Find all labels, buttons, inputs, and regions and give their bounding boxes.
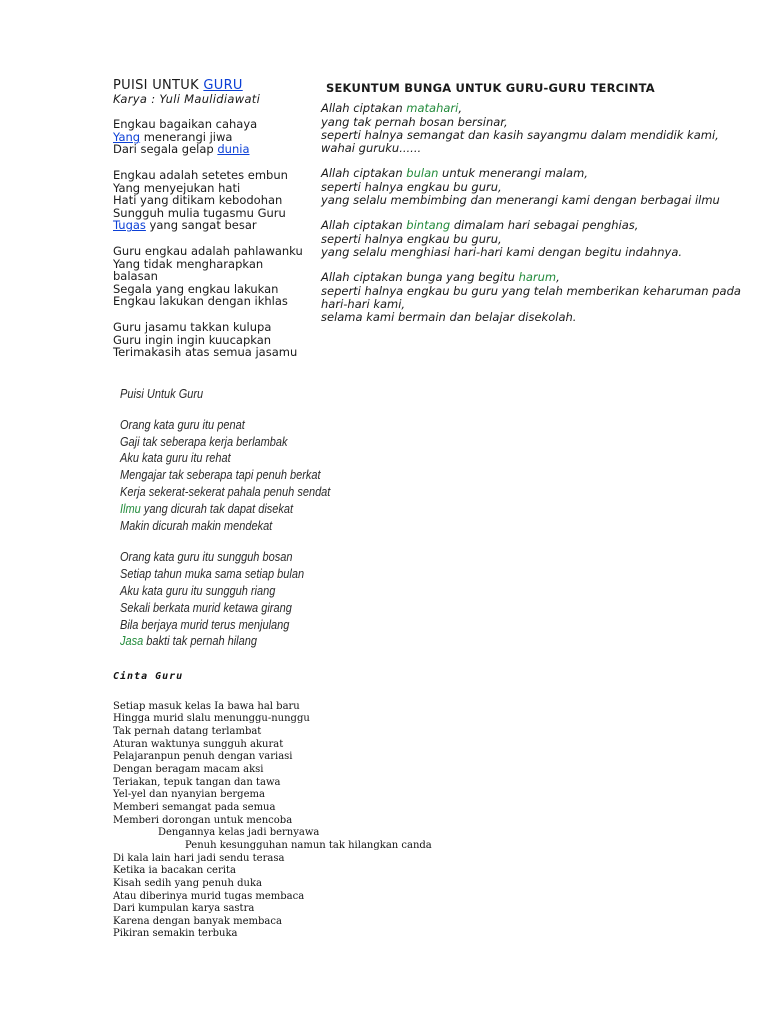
poem-line: Ilmu yang dicurah tak dapat disekat: [120, 501, 294, 516]
poem-line: Pikiran semakin terbuka: [113, 928, 238, 940]
highlight-word: Jasa: [120, 634, 144, 649]
poem-line: seperti halnya engkau bu guru,: [321, 231, 502, 246]
poem-line: Allah ciptakan bulan untuk menerangi malam,: [321, 166, 588, 181]
poem-line: Allah ciptakan bintang dimalam hari sebagai penghias,: [321, 218, 639, 233]
poem-line: Guru jasamu takkan kulupa: [113, 319, 272, 334]
poem-line: Teriakan, tepuk tangan dan tawa: [113, 776, 281, 788]
poem-line: Memberi dorongan untuk mencoba: [113, 814, 293, 826]
poem-line: Guru engkau adalah pahlawanku: [113, 243, 303, 258]
poem-line: Jasa bakti tak pernah hilang: [120, 634, 257, 649]
poem-line: Tak pernah datang terlambat: [113, 725, 262, 737]
poem-line: yang selalu menghiasi hari-hari kami dengan begitu indahnya.: [321, 244, 683, 259]
poem-line: Dengan beragam macam aksi: [113, 763, 264, 775]
poem-line: Aturan waktunya sungguh akurat: [113, 738, 284, 750]
poem-line: Sekali berkata murid ketawa girang: [120, 600, 292, 615]
highlight-word: harum: [518, 270, 557, 285]
poem-stanza: [120, 417, 359, 501]
dunia-link[interactable]: dunia: [217, 142, 250, 157]
poem-line: seperti halnya engkau bu guru yang telah memberikan keharuman pada: [321, 283, 741, 298]
poem-title: Puisi Untuk Guru: [120, 387, 204, 401]
poem-stanza: [321, 102, 741, 155]
poem-title: PUISI UNTUK GURU: [113, 78, 243, 93]
poem-line: Karena dengan banyak membaca: [113, 915, 282, 927]
highlight-word: bulan: [406, 166, 439, 181]
poem-line: Yang menyejukan hati: [113, 180, 241, 195]
poem-line: Gaji tak seberapa kerja berlambak: [120, 434, 288, 449]
poem-stanza: [321, 167, 741, 207]
poem-line: Guru ingin ingin kuucapkan: [113, 332, 272, 347]
poem-line: Engkau bagaikan cahaya: [113, 117, 258, 132]
poem-line: Yang tidak mengharapkan: [113, 256, 264, 271]
poem-line: Makin dicurah makin mendekat: [120, 518, 273, 533]
poem-line: wahai guruku......: [321, 141, 422, 156]
poem-line: Kisah sedih yang penuh duka: [113, 877, 262, 889]
poem-line: Orang kata guru itu penat: [120, 417, 245, 432]
poem-line: Atau diberinya murid tugas membaca: [113, 890, 305, 902]
poem-stanza: [321, 271, 741, 324]
poem-line: Dari kumpulan karya sastra: [113, 903, 255, 915]
poem-line: yang selalu membimbing dan menerangi kami dengan berbagai ilmu: [321, 193, 720, 208]
poem-line: Setiap masuk kelas Ia bawa hal baru: [113, 700, 300, 712]
poem-cinta-guru: [113, 671, 432, 941]
poem-line: Pelajaranpun penuh dengan variasi: [113, 751, 293, 763]
poem-line: seperti halnya engkau bu guru,: [321, 179, 502, 194]
poem-line: Kerja sekerat-sekerat pahala penuh sendat: [120, 484, 331, 499]
tugas-link[interactable]: Tugas: [113, 218, 146, 233]
poem-line: Dari segala gelap dunia: [113, 142, 250, 157]
poem-line: Ketika ia bacakan cerita: [113, 865, 236, 877]
highlight-word: bintang: [406, 218, 451, 233]
poem-author: Karya : Yuli Maulidiawati: [113, 91, 261, 106]
poem-line: Aku kata guru itu rehat: [120, 451, 231, 466]
poem-line: Hati yang ditikam kebodohan: [113, 193, 283, 208]
poem-line: Terimakasih atas semua jasamu: [113, 345, 298, 360]
poem-line: balasan: [113, 269, 158, 284]
poem-title: SEKUNTUM BUNGA UNTUK GURU-GURU TERCINTA: [326, 81, 655, 95]
poem-stanza: [321, 219, 741, 259]
poem-line: Mengajar tak seberapa tapi penuh berkat: [120, 468, 321, 483]
poem-line: Segala yang engkau lakukan: [113, 281, 279, 296]
poem-line: Aku kata guru itu sungguh riang: [120, 583, 276, 598]
poem-line: Yel-yel dan nyanyian bergema: [113, 789, 265, 801]
poem-line: Allah ciptakan bunga yang begitu harum,: [321, 270, 560, 285]
poem-line: yang tak pernah bosan bersinar,: [321, 114, 508, 129]
poem-line: selama kami bermain dan belajar disekolah.: [321, 310, 577, 325]
poem-line: seperti halnya semangat dan kasih sayangmu dalam mendidik kami,: [321, 127, 719, 142]
poem-line: Allah ciptakan matahari,: [321, 101, 463, 116]
poem-line: Tugas yang sangat besar: [113, 218, 257, 233]
poem-line: hari-hari kami,: [321, 296, 406, 311]
poem-line: Engkau lakukan dengan ikhlas: [113, 294, 288, 309]
poem-puisi-untuk-guru: [113, 80, 303, 359]
poem-stanza: [120, 549, 359, 633]
poem-line: Engkau adalah setetes embun: [113, 167, 288, 182]
poem-line: Di kala lain hari jadi sendu terasa: [113, 852, 285, 864]
poem-body: [113, 701, 432, 941]
poem-line: Penuh kesungguhan namun tak hilangkan canda: [185, 839, 432, 851]
yang-link[interactable]: Yang: [113, 129, 141, 144]
poem-line: Bila berjaya murid terus menjulang: [120, 617, 290, 632]
poem-line: Setiap tahun muka sama setiap bulan: [120, 567, 305, 582]
poem-scan-image: [120, 386, 359, 650]
guru-link[interactable]: GURU: [203, 78, 243, 93]
poem-line: Dengannya kelas jadi bernyawa: [158, 827, 320, 839]
highlight-word: matahari: [406, 101, 459, 116]
poem-sekuntum-bunga: [321, 82, 741, 336]
poem-title: Cinta Guru: [113, 671, 184, 682]
poem-line: Yang menerangi jiwa: [113, 129, 233, 144]
highlight-word: Ilmu: [120, 501, 141, 516]
poem-line: Hingga murid slalu menunggu-nunggu: [113, 713, 310, 725]
poem-line: Sungguh mulia tugasmu Guru: [113, 205, 286, 220]
poem-line: Memberi semangat pada semua: [113, 801, 276, 813]
poem-line: Orang kata guru itu sungguh bosan: [120, 550, 293, 565]
